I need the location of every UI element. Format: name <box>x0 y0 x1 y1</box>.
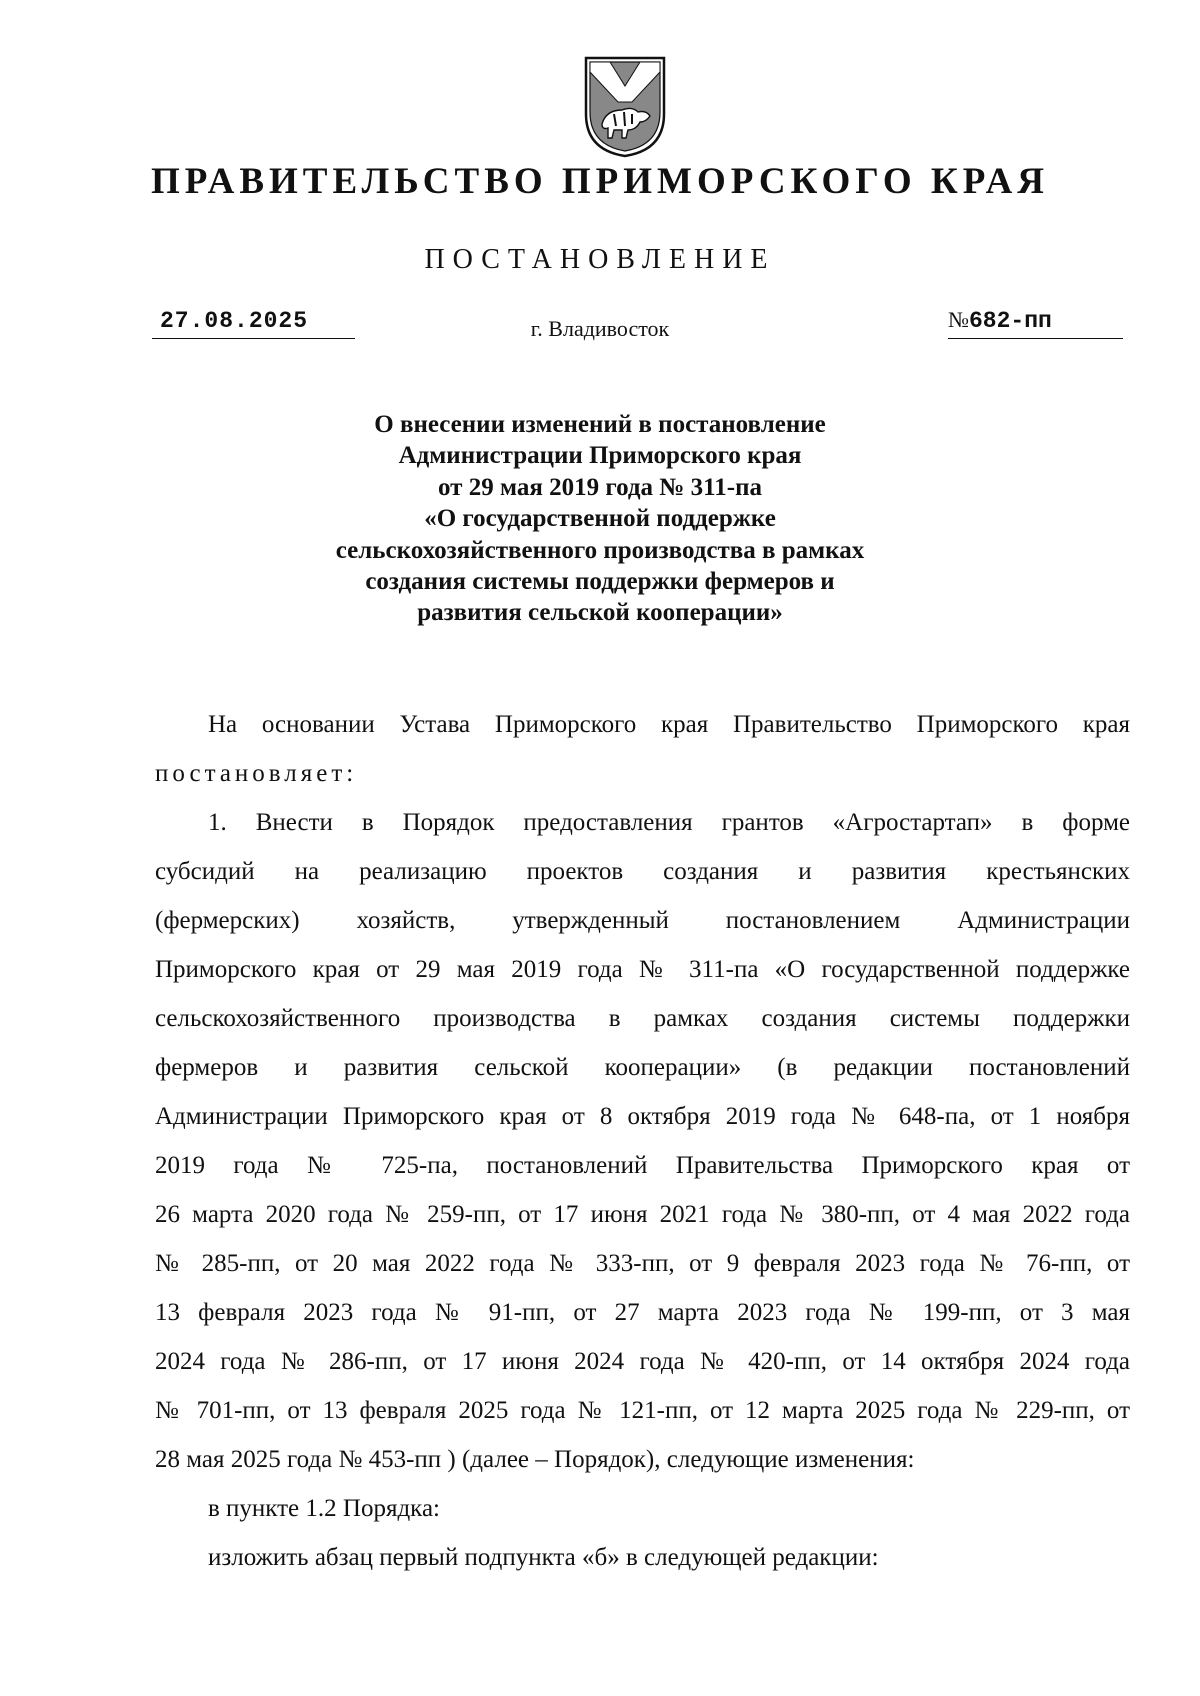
body-line: 28 мая 2025 года № 453-пп ) (далее – Порядок), следующие изменения: <box>155 1446 915 1473</box>
body-line: изложить абзац первый подпункта «б» в следующей редакции: <box>208 1544 879 1571</box>
body-line: в пункте 1.2 Порядка: <box>208 1495 440 1522</box>
organization-title: ПРАВИТЕЛЬСТВО ПРИМОРСКОГО КРАЯ <box>150 161 1050 202</box>
document-body <box>155 700 1130 1582</box>
coat-of-arms-emblem <box>580 52 670 160</box>
document-type: ПОСТАНОВЛЕНИЕ <box>424 244 776 275</box>
body-line: сельскохозяйственного производства в рамках создания системы поддержки <box>155 1005 1130 1032</box>
body-line: 26 марта 2020 года № 259-пп, от 17 июня 2021 года № 380-пп, от 4 мая 2022 года <box>155 1201 1130 1228</box>
document-number <box>948 307 1123 339</box>
body-line: 13 февраля 2023 года № 91-пп, от 27 марта 2023 года № 199-пп, от 3 мая <box>155 1299 1130 1326</box>
body-line: субсидий на реализацию проектов создания и развития крестьянских <box>155 858 1130 885</box>
number-value: 682-пп <box>969 308 1052 334</box>
body-line: 1. Внести в Порядок предоставления грантов «Агростартап» в форме <box>208 809 1130 836</box>
body-line: На основании Устава Приморского края Правительство Приморского края <box>208 711 1130 738</box>
body-line: Администрации Приморского края от 8 октября 2019 года № 648-па, от 1 ноября <box>155 1103 1130 1130</box>
title-line: создания системы поддержки фермеров и <box>365 568 835 596</box>
title-line: развития сельской кооперации» <box>417 599 783 627</box>
title-line: от 29 мая 2019 года № 311-па <box>438 473 762 501</box>
body-line: Приморского края от 29 мая 2019 года № 311-па «О государственной поддержке <box>155 956 1130 983</box>
body-line: № 285-пп, от 20 мая 2022 года № 333-пп, от 9 февраля 2023 года № 76-пп, от <box>155 1250 1130 1277</box>
document-title <box>250 409 950 629</box>
body-line: постановляет: <box>155 760 358 787</box>
body-line: № 701-пп, от 13 февраля 2025 года № 121-пп, от 12 марта 2025 года № 229-пп, от <box>155 1397 1130 1424</box>
body-line: 2019 года № 725-па, постановлений Правительства Приморского края от <box>155 1152 1130 1179</box>
body-line: (фермерских) хозяйств, утвержденный постановлением Администрации <box>155 907 1130 934</box>
title-line: О внесении изменений в постановление <box>374 411 826 438</box>
number-prefix: № <box>948 307 969 332</box>
body-line: фермеров и развития сельской кооперации» (в редакции постановлений <box>155 1054 1130 1081</box>
title-line: «О государственной поддержке <box>424 505 776 533</box>
document-city: г. Владивосток <box>530 316 670 341</box>
body-line: 2024 года № 286-пп, от 17 июня 2024 года № 420-пп, от 14 октября 2024 года <box>155 1348 1130 1375</box>
title-line: Администрации Приморского края <box>398 442 802 470</box>
title-line: сельскохозяйственного производства в рамках <box>335 536 865 564</box>
document-date: 27.08.2025 <box>152 308 355 339</box>
